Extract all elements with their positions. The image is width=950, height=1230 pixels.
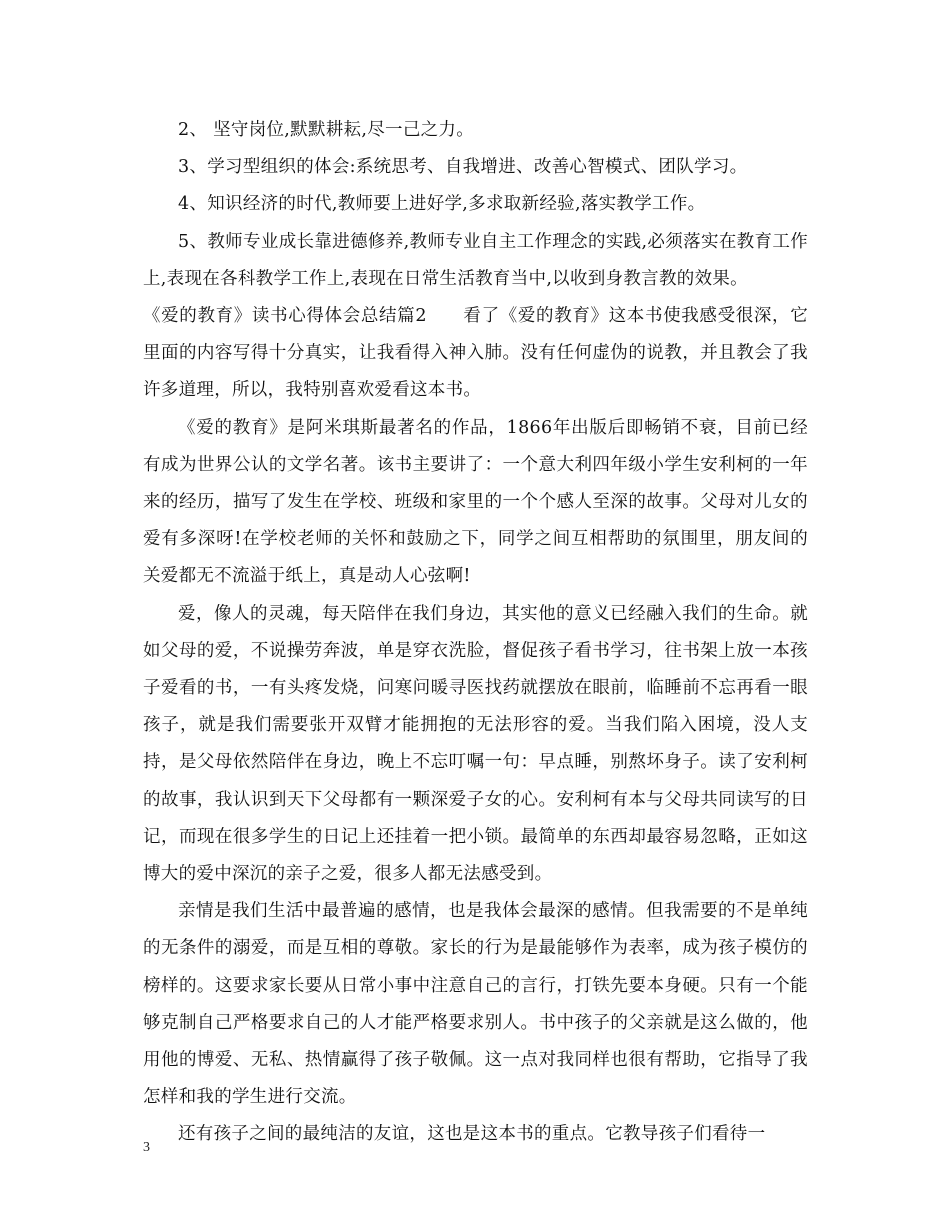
paragraph-item-5: 5、教师专业成长靠进德修养,教师专业自主工作理念的实践,必须落实在教育工作上,表现在各科教学工作上,表现在日常生活教育当中,以收到身教言教的效果。: [143, 231, 808, 289]
page-number: 3: [143, 1140, 150, 1155]
section-heading-paragraph: 《爱的教育》读书心得体会总结篇2 看了《爱的教育》这本书使我感受很深，它里面的内容写得十分真实，让我看得入神入肺。没有任何虚伪的说教，并且教会了我许多道理，所以，我特别喜欢爱看这本书。: [143, 306, 808, 401]
paragraph-parental-love: 爱，像人的灵魂，每天陪伴在我们身边，其实他的意义已经融入我们的生命。就如父母的爱，不说操劳奔波，单是穿衣洗脸，督促孩子看书学习，往书架上放一本孩子爱看的书，一有头疼发烧，问寒问暖寻医找药就摆放在眼前，临睡前不忘再看一眼孩子，就是我们需要张开双臂才能拥抱的无法形容的爱。当我们陷入困境，没人支持，是父母依然陪伴在身边，晚上不忘叮嘱一句：早点睡，别熬坏身子。读了安利柯的故事，我认识到天下父母都有一颗深爱子女的心。安利柯有本与父母共同读写的日记，而现在很多学生的日记上还挂着一把小锁。最简单的东西却最容易忽略，正如这博大的爱中深沉的亲子之爱，很多人都无法感受到。: [143, 603, 808, 885]
paragraph-item-3: 3、学习型组织的体会:系统思考、自我增进、改善心智模式、团队学习。: [178, 157, 748, 178]
paragraph-friendship: 还有孩子之间的最纯洁的友谊，这也是这本书的重点。它教导孩子们看待一: [178, 1124, 766, 1145]
paragraph-book-intro: 《爱的教育》是阿米琪斯最著名的作品，1866年出版后即畅销不衰，目前已经有成为世界公认的文学名著。该书主要讲了：一个意大利四年级小学生安利柯的一年来的经历，描写了发生在学校、班级和家里的一个个感人至深的故事。父母对儿女的爱有多深呀!在学校老师的关怀和鼓励之下，同学之间互相帮助的氛围里，朋友间的关爱都无不流溢于纸上，真是动人心弦啊!: [143, 417, 808, 587]
paragraph-item-4: 4、知识经济的时代,教师要上进好学,多求取新经验,落实教学工作。: [178, 194, 706, 215]
document-body: [143, 112, 808, 1154]
paragraph-item-2: 2、 坚守岗位,默默耕耘,尽一己之力。: [178, 120, 475, 140]
paragraph-family-affection: 亲情是我们生活中最普遍的感情，也是我体会最深的感情。但我需要的不是单纯的无条件的溺爱，而是互相的尊敬。家长的行为是最能够作为表率，成为孩子模仿的榜样的。这要求家长要从日常小事中注意自己的言行，打铁先要本身硬。只有一个能够克制自己严格要求自己的人才能严格要求别人。书中孩子的父亲就是这么做的，他用他的博爱、无私、热情赢得了孩子敬佩。这一点对我同样也很有帮助，它指导了我怎样和我的学生进行交流。: [143, 901, 808, 1108]
